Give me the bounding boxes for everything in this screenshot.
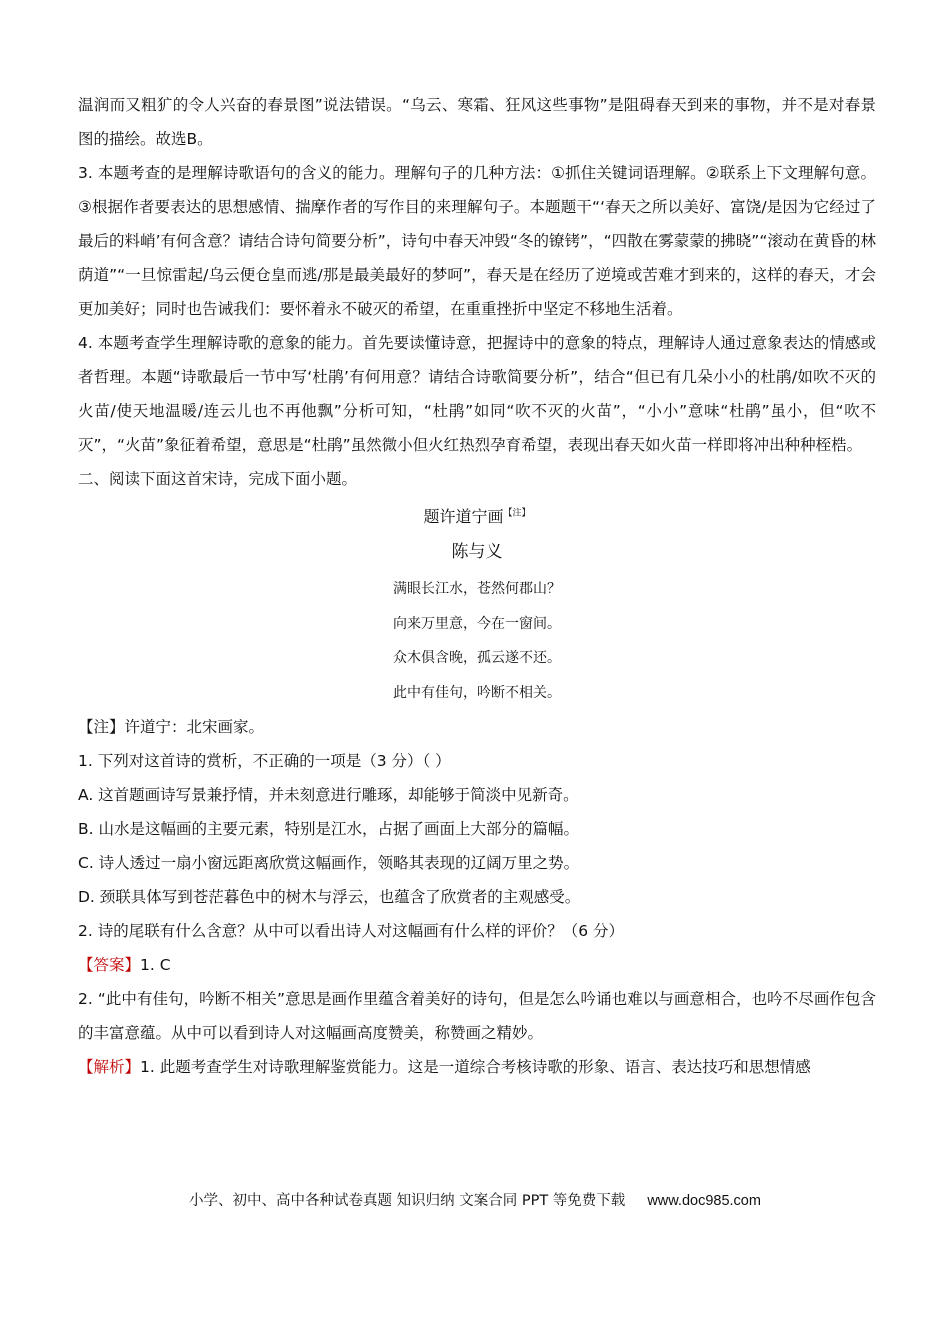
poem-line: 众木俱含晚，孤云遂不还。 <box>393 650 561 666</box>
option-c: C. 诗人透过一扇小窗远距离欣赏这幅画作，领略其表现的辽阔万里之势。 <box>78 854 580 872</box>
paragraph-q4-analysis: 4. 本题考查学生理解诗歌的意象的能力。首先要读懂诗意，把握诗中的意象的特点，理解诗人通过意象表达的情感或者哲理。本题“诗歌最后一节中写‘杜鹃’有何用意？请结合诗歌简要分析”，结合“但已有几朵小小的杜鹃/如吹不灭的火苗/使天地温暖/连云儿也不再他飘”分析可知，“杜鹃”如同“吹不灭的火苗”，“小小”意味“杜鹃”虽小，但“吹不灭”，“火苗”象征着希望，意思是“杜鹃”虽然微小但火红热烈孕育希望，表现出春天如火苗一样即将冲出种种桎梏。 <box>78 334 876 454</box>
poem-line: 向来万里意，今在一窗间。 <box>393 615 561 632</box>
poem-title-block <box>78 502 876 532</box>
paragraph-continued: 温润而又粗犷的令人兴奋的春景图”说法错误。“乌云、寒霜、狂风这些事物”是阻碍春天到来的事物，并不是对春景图的描绘。故选B。 <box>78 96 876 148</box>
footer-site-link[interactable]: www.doc985.com <box>647 1193 761 1209</box>
poem-line: 此中有佳句，吟断不相关。 <box>393 684 561 701</box>
answer-1: 1. C <box>140 956 171 974</box>
option-d: D. 颈联具体写到苍茫暮色中的树木与浮云，也蕴含了欣赏者的主观感受。 <box>78 888 581 906</box>
analysis-text: 1. 此题考查学生对诗歌理解鉴赏能力。这是一道综合考核诗歌的形象、语言、表达技巧和思想情感 <box>140 1058 811 1076</box>
poem-note-mark: 【注】 <box>503 508 531 519</box>
paragraph-q3-analysis: 3. 本题考查的是理解诗歌语句的含义的能力。理解句子的几种方法：①抓住关键词语理解。②联系上下文理解句意。③根据作者要表达的思想感情、揣摩作者的写作目的来理解句子。本题题干“‘春天之所以美好、富饶/是因为它经过了最后的料峭’有何含意？请结合诗句简要分析”，诗句中春天冲毁“冬的镣铐”，“四散在雾蒙蒙的拂晓”“滚动在黄昏的林荫道”“一旦惊雷起/乌云便仓皇而逃/那是最美最好的梦呵”，春天是在经历了逆境或苦难才到来的，这样的春天，才会更加美好；同时也告诫我们：要怀着永不破灭的希望，在重重挫折中坚定不移地生活着。 <box>78 164 876 318</box>
document-body <box>78 88 876 1084</box>
option-a: A. 这首题画诗写景兼抒情，并未刻意进行雕琢，却能够于简淡中见新奇。 <box>78 786 579 804</box>
section-heading: 二、阅读下面这首宋诗，完成下面小题。 <box>78 470 358 488</box>
poem-title: 题许道宁画 <box>423 507 504 526</box>
analysis-line <box>78 1050 876 1084</box>
question-1: 1. 下列对这首诗的赏析，不正确的一项是（3 分）（ ） <box>78 752 451 770</box>
poem-footnote: 【注】许道宁：北宋画家。 <box>78 718 265 736</box>
answer-line <box>78 948 876 982</box>
analysis-label: 【解析】 <box>78 1058 141 1076</box>
poem-line: 满眼长江水，苍然何郡山？ <box>393 581 561 597</box>
question-2: 2. 诗的尾联有什么含意？从中可以看出诗人对这幅画有什么样的评价？（6 分） <box>78 922 625 940</box>
option-b: B. 山水是这幅画的主要元素，特别是江水，占据了画面上大部分的篇幅。 <box>78 820 579 838</box>
poem-author: 陈与义 <box>451 542 503 562</box>
answer-label: 【答案】 <box>78 956 141 974</box>
footer-text: 小学、初中、高中各种试卷真题 知识归纳 文案合同 PPT 等免费下载 <box>189 1193 626 1209</box>
page-footer <box>0 1190 950 1212</box>
answer-2: 2. “此中有佳句，吟断不相关”意思是画作里蕴含着美好的诗句，但是怎么吟诵也难以与画意相合，也吟不尽画作包含的丰富意蕴。从中可以看到诗人对这幅画高度赞美，称赞画之精妙。 <box>78 990 876 1042</box>
